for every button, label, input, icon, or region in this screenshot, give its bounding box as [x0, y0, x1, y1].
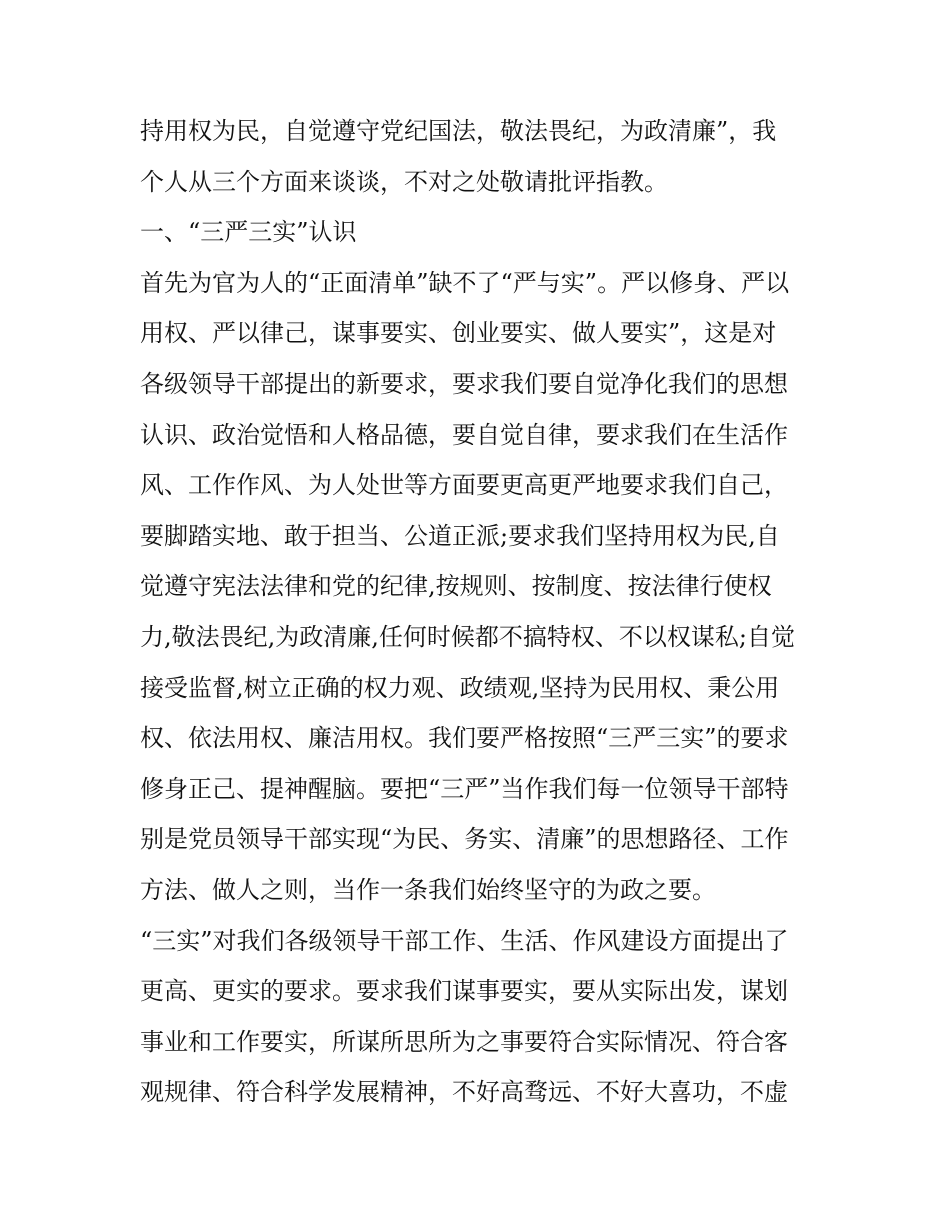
text-line: 别是党员领导干部实现“为民、务实、清廉”的思想路径、工作 [140, 825, 789, 854]
text-line: 持用权为民，自觉遵守党纪国法，敬法畏纪，为政清廉”，我 [140, 117, 777, 145]
text-line: 权、依法用权、廉洁用权。我们要严格按照“三严三实”的要求 [140, 724, 789, 753]
text-line: 个人从三个方面来谈谈，不对之处敬请批评指教。 [140, 167, 668, 196]
text-line: 更高、更实的要求。要求我们谋事要实，要从实际出发，谋划 [140, 977, 788, 1006]
text-line: 要脚踏实地、敢于担当、公道正派;要求我们坚持用权为民,自 [140, 521, 780, 550]
text-line: 各级领导干部提出的新要求，要求我们要自觉净化我们的思想 [140, 369, 788, 398]
text-line: 觉遵守宪法法律和党的纪律,按规则、按制度、按法律行使权 [140, 572, 772, 601]
text-line: 观规律、符合科学发展精神，不好高骛远、不好大喜功，不虚 [140, 1078, 788, 1107]
text-line: 力,敬法畏纪,为政清廉,任何时候都不搞特权、不以权谋私;自觉 [140, 622, 795, 651]
text-line: 修身正己、提神醒脑。要把“三严”当作我们每一位领导干部特 [140, 774, 789, 803]
text-line: 认识、政治觉悟和人格品德，要自觉自律，要求我们在生活作 [140, 420, 788, 449]
document-body [140, 106, 830, 1118]
text-line: 接受监督,树立正确的权力观、政绩观,坚持为民用权、秉公用 [140, 673, 780, 702]
text-line: 风、工作作风、为人处世等方面要更高更严地要求我们自己， [140, 471, 788, 500]
section-heading: 一、“三严三实”认识 [140, 218, 357, 247]
text-line: 事业和工作要实，所谋所思所为之事要符合实际情况、符合客 [140, 1027, 788, 1056]
text-line: 首先为官为人的“正面清单”缺不了“严与实”。严以修身、严以 [140, 268, 790, 297]
text-line: 用权、严以律己，谋事要实、创业要实、做人要实”，这是对 [140, 319, 777, 348]
text-line: 方法、做人之则，当作一条我们始终坚守的为政之要。 [140, 875, 716, 904]
text-line: “三实”对我们各级领导干部工作、生活、作风建设方面提出了 [140, 926, 789, 955]
